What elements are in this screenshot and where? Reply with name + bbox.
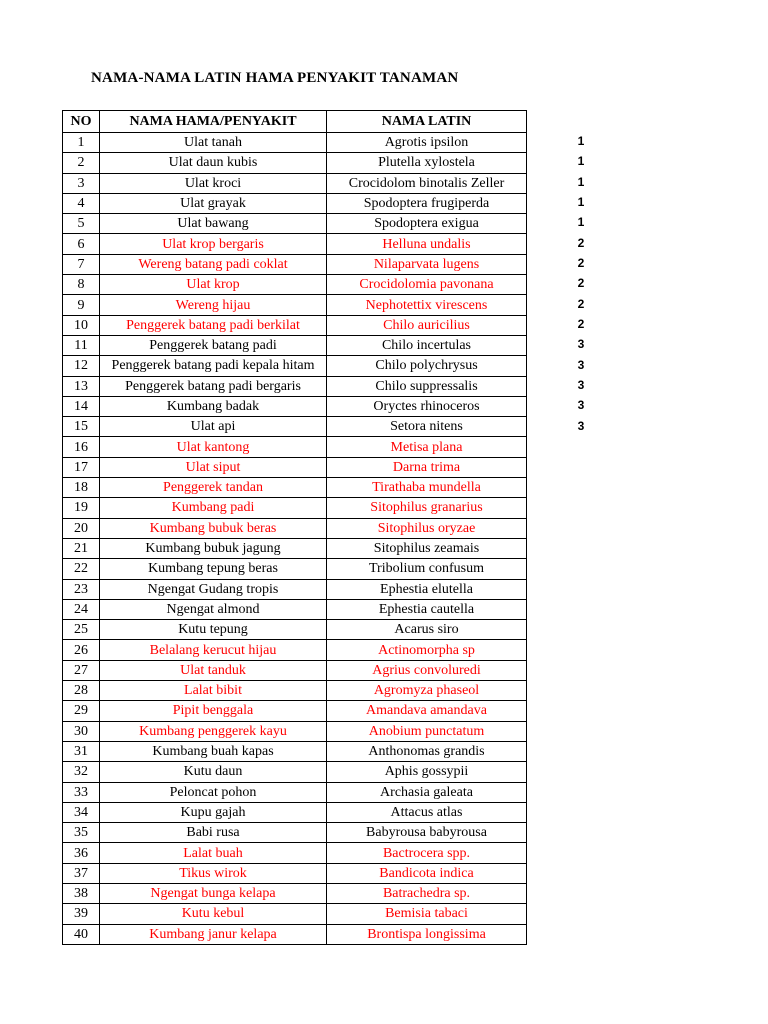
row-number: 38 [63,883,100,903]
table-row [63,762,527,782]
pest-name: Tikus wirok [100,863,327,883]
pest-name: Ngengat Gudang tropis [100,579,327,599]
latin-name: Amandava amandava [327,701,527,721]
row-number: 16 [63,437,100,457]
row-number: 13 [63,376,100,396]
row-number: 32 [63,762,100,782]
table-row [63,823,527,843]
table-row [63,335,527,355]
row-number: 6 [63,234,100,254]
row-number: 27 [63,660,100,680]
pest-name: Kumbang janur kelapa [100,924,327,944]
document-title: NAMA-NAMA LATIN HAMA PENYAKIT TANAMAN [91,70,459,86]
table-row [63,681,527,701]
pest-name: Kumbang bubuk jagung [100,538,327,558]
latin-name: Chilo incertulas [327,335,527,355]
pest-name: Babi rusa [100,823,327,843]
latin-name: Tirathaba mundella [327,478,527,498]
table-row [63,701,527,721]
row-number: 40 [63,924,100,944]
table-row [63,883,527,903]
pest-name: Ulat tanah [100,133,327,153]
table-row [63,802,527,822]
latin-name: Babyrousa babyrousa [327,823,527,843]
row-number: 10 [63,315,100,335]
row-number: 3 [63,173,100,193]
pest-name: Ulat tanduk [100,660,327,680]
group-number: 3 [577,398,585,413]
pest-name: Ulat krop [100,275,327,295]
latin-name: Agromyza phaseol [327,681,527,701]
row-number: 22 [63,559,100,579]
table-row [63,518,527,538]
pest-name: Kumbang bubuk beras [100,518,327,538]
pest-name: Ulat kroci [100,173,327,193]
table-row [63,376,527,396]
table-row [63,741,527,761]
pest-name: Kupu gajah [100,802,327,822]
row-number: 26 [63,640,100,660]
table-row [63,315,527,335]
group-number: 3 [577,357,585,372]
latin-name: Nephotettix virescens [327,295,527,315]
pest-name: Kutu daun [100,762,327,782]
latin-name: Attacus atlas [327,802,527,822]
table-row [63,133,527,153]
latin-name: Chilo auricilius [327,315,527,335]
table-row [63,863,527,883]
row-number: 17 [63,457,100,477]
table-row [63,153,527,173]
latin-name: Nilaparvata lugens [327,254,527,274]
group-number: 1 [577,174,585,189]
row-number: 36 [63,843,100,863]
group-number: 1 [577,134,585,148]
latin-name: Batrachedra sp. [327,883,527,903]
pest-name: Kutu kebul [100,904,327,924]
row-number: 8 [63,275,100,295]
table-row [63,417,527,437]
table-row [63,599,527,619]
row-number: 2 [63,153,100,173]
latin-name: Agrotis ipsilon [327,133,527,153]
pest-name: Ulat siput [100,457,327,477]
table-row [63,234,527,254]
pest-name: Belalang kerucut hijau [100,640,327,660]
pest-name: Penggerek batang padi berkilat [100,315,327,335]
latin-name: Chilo polychrysus [327,356,527,376]
table-row [63,173,527,193]
pest-table [62,110,527,945]
row-number: 12 [63,356,100,376]
pest-name: Penggerek batang padi kepala hitam [100,356,327,376]
table-row [63,193,527,213]
group-number: 1 [577,195,585,210]
latin-name: Ephestia elutella [327,579,527,599]
row-number: 1 [63,133,100,153]
latin-name: Agrius convoluredi [327,660,527,680]
row-number: 23 [63,579,100,599]
group-number: 1 [577,154,585,169]
pest-name: Ulat bawang [100,214,327,234]
pest-name: Kumbang buah kapas [100,741,327,761]
table-row [63,478,527,498]
header-latin: NAMA LATIN [327,111,527,133]
latin-name: Aphis gossypii [327,762,527,782]
pest-name: Lalat bibit [100,681,327,701]
pest-name: Lalat buah [100,843,327,863]
table-row [63,275,527,295]
latin-name: Tribolium confusum [327,559,527,579]
row-number: 14 [63,396,100,416]
pest-name: Kumbang tepung beras [100,559,327,579]
latin-name: Acarus siro [327,620,527,640]
table-row [63,579,527,599]
table-row [63,457,527,477]
table-row [63,782,527,802]
latin-name: Brontispa longissima [327,924,527,944]
table-row [63,254,527,274]
pest-name: Wereng hijau [100,295,327,315]
pest-name: Pipit benggala [100,701,327,721]
pest-name: Ulat grayak [100,193,327,213]
header-no: NO [63,111,100,133]
row-number: 30 [63,721,100,741]
row-number: 9 [63,295,100,315]
table-row [63,904,527,924]
table-header-row [63,111,527,133]
group-number: 2 [577,235,585,250]
latin-name: Crocidolomia pavonana [327,275,527,295]
table-row [63,924,527,944]
table-row [63,660,527,680]
row-number: 4 [63,193,100,213]
table-row [63,356,527,376]
pest-name: Kutu tepung [100,620,327,640]
row-number: 18 [63,478,100,498]
latin-name: Anobium punctatum [327,721,527,741]
latin-name: Ephestia cautella [327,599,527,619]
latin-name: Anthonomas grandis [327,741,527,761]
table-row [63,437,527,457]
row-number: 34 [63,802,100,822]
pest-name: Ngengat almond [100,599,327,619]
row-number: 24 [63,599,100,619]
latin-name: Plutella xylostela [327,153,527,173]
table-body [63,133,527,945]
group-number: 2 [577,317,585,332]
latin-name: Sitophilus oryzae [327,518,527,538]
latin-name: Helluna undalis [327,234,527,254]
group-number-column [570,131,592,436]
latin-name: Bactrocera spp. [327,843,527,863]
latin-name: Chilo suppressalis [327,376,527,396]
group-number: 2 [577,276,585,291]
pest-name: Ulat kantong [100,437,327,457]
pest-name: Kumbang padi [100,498,327,518]
table-row [63,396,527,416]
latin-name: Bandicota indica [327,863,527,883]
pest-name: Peloncat pohon [100,782,327,802]
table-row [63,843,527,863]
table-row [63,498,527,518]
table-row [63,620,527,640]
pest-name: Ulat daun kubis [100,153,327,173]
table-row [63,214,527,234]
group-number: 2 [577,296,585,311]
table-row [63,721,527,741]
latin-name: Darna trima [327,457,527,477]
table-row [63,559,527,579]
row-number: 31 [63,741,100,761]
row-number: 29 [63,701,100,721]
row-number: 11 [63,335,100,355]
pest-name: Ulat krop bergaris [100,234,327,254]
row-number: 37 [63,863,100,883]
pest-name: Wereng batang padi coklat [100,254,327,274]
latin-name: Metisa plana [327,437,527,457]
latin-name: Sitophilus granarius [327,498,527,518]
row-number: 19 [63,498,100,518]
row-number: 15 [63,417,100,437]
row-number: 21 [63,538,100,558]
row-number: 28 [63,681,100,701]
table-row [63,538,527,558]
latin-name: Setora nitens [327,417,527,437]
group-number: 3 [577,337,585,352]
pest-name: Penggerek batang padi bergaris [100,376,327,396]
row-number: 33 [63,782,100,802]
latin-name: Bemisia tabaci [327,904,527,924]
row-number: 5 [63,214,100,234]
row-number: 7 [63,254,100,274]
table-row [63,640,527,660]
latin-name: Archasia galeata [327,782,527,802]
pest-name: Penggerek batang padi [100,335,327,355]
row-number: 35 [63,823,100,843]
latin-name: Sitophilus zeamais [327,538,527,558]
pest-name: Penggerek tandan [100,478,327,498]
pest-name: Kumbang penggerek kayu [100,721,327,741]
group-number: 1 [577,215,585,230]
group-number: 2 [577,256,585,271]
header-name: NAMA HAMA/PENYAKIT [100,111,327,133]
latin-name: Spodoptera frugiperda [327,193,527,213]
row-number: 25 [63,620,100,640]
table-row [63,295,527,315]
pest-name: Ngengat bunga kelapa [100,883,327,903]
group-number: 3 [577,378,585,393]
group-number: 3 [577,418,585,433]
pest-name: Ulat api [100,417,327,437]
latin-name: Actinomorpha sp [327,640,527,660]
row-number: 20 [63,518,100,538]
pest-name: Kumbang badak [100,396,327,416]
latin-name: Oryctes rhinoceros [327,396,527,416]
row-number: 39 [63,904,100,924]
latin-name: Crocidolom binotalis Zeller [327,173,527,193]
latin-name: Spodoptera exigua [327,214,527,234]
